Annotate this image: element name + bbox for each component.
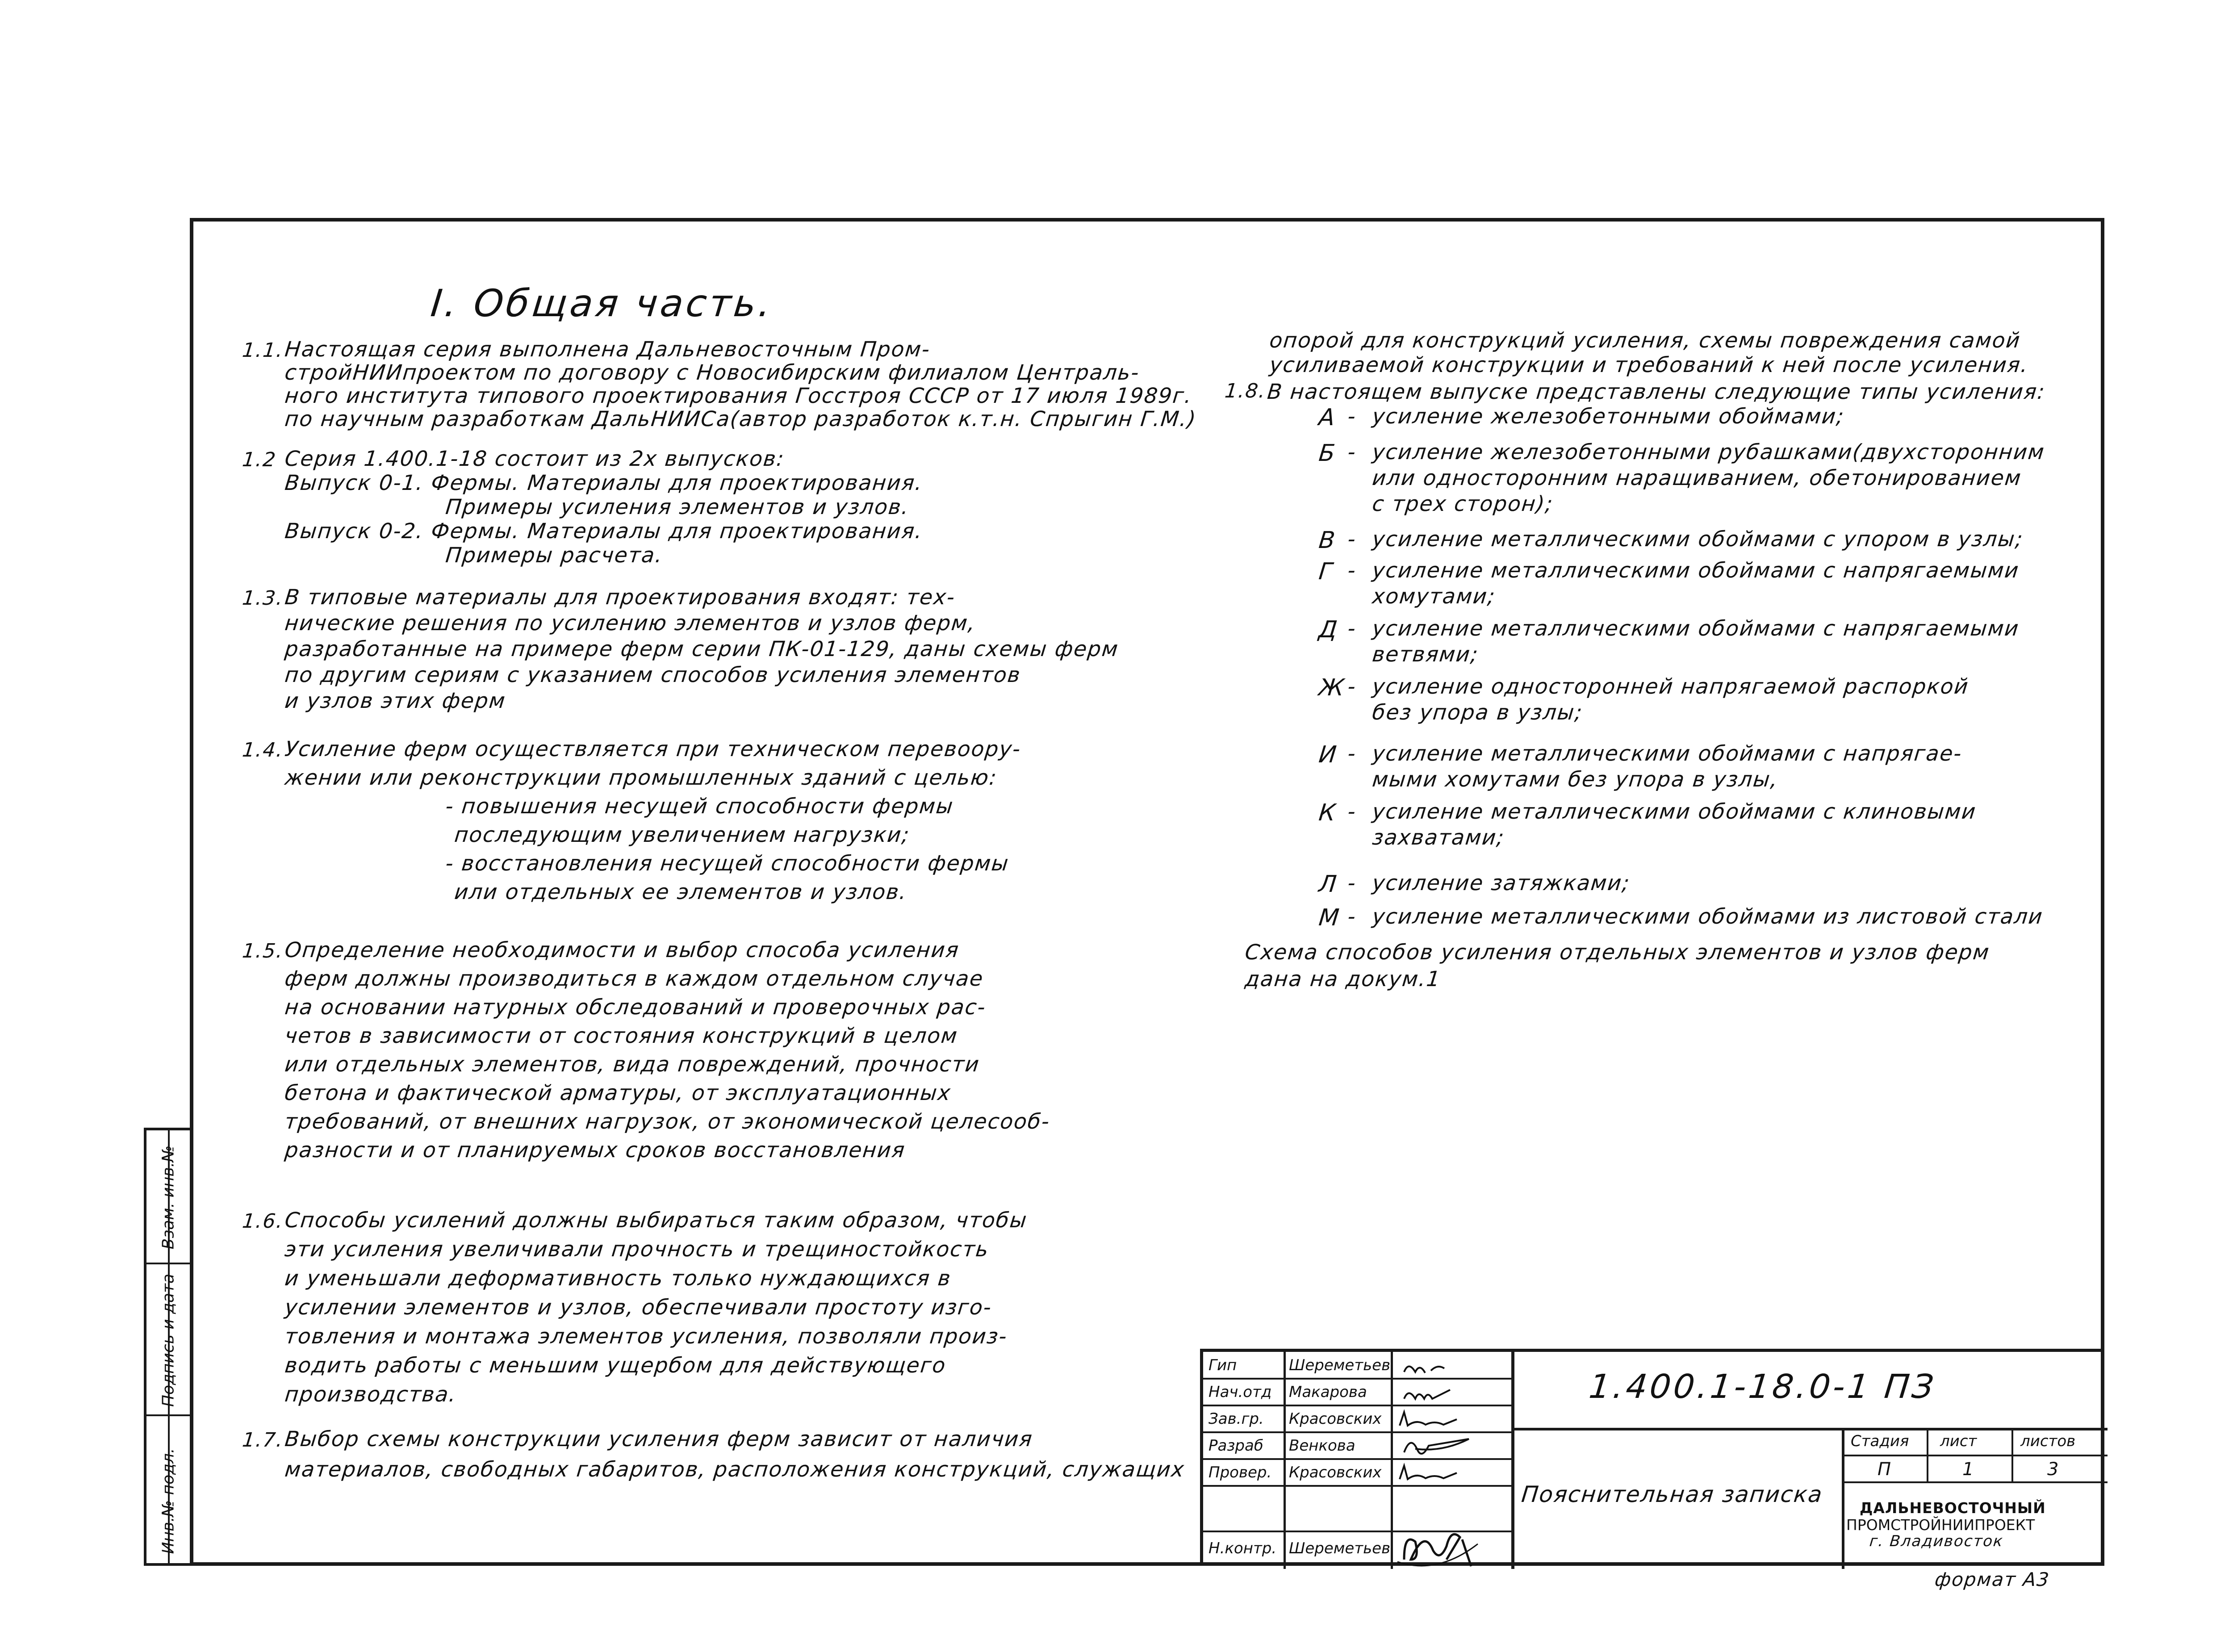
reinforcement-type-letter: М xyxy=(1317,904,1342,931)
signature-scribbles xyxy=(1395,1352,1507,1569)
clause-number: 1.3. xyxy=(241,587,285,610)
role-label: Разраб xyxy=(1208,1437,1263,1455)
stage-value: П xyxy=(1878,1459,1891,1480)
role-label: Н.контр. xyxy=(1208,1539,1277,1557)
reinforcement-type-text: усиление железобетонными обоймами; xyxy=(1371,404,1846,429)
clause-text-line: и уменьшали деформативность только нуждающихся в xyxy=(284,1266,953,1291)
reinforcement-type-letter: Ж xyxy=(1317,674,1346,701)
format-label: формат А3 xyxy=(1934,1568,2051,1590)
list-dash: - xyxy=(1346,404,1358,429)
clause-text-line: Выпуск 0-2. Фермы. Материалы для проектирования. xyxy=(284,519,924,544)
clause-number: 1.5. xyxy=(241,940,285,962)
reinforcement-type-text: с трех сторон); xyxy=(1371,492,1555,516)
page-title: I. Общая часть. xyxy=(429,281,776,325)
clause-number: 1.8. xyxy=(1224,380,1267,402)
role-label: Гип xyxy=(1208,1356,1237,1374)
clause-text-line: разработанные на примере ферм серии ПК-01-129, даны схемы ферм xyxy=(284,637,1120,661)
clause-text-line: ферм должны производиться в каждом отдельном случае xyxy=(284,966,985,991)
person-name: Шереметьев xyxy=(1289,1356,1391,1374)
list-dash: - xyxy=(1346,527,1358,552)
clause-text-line: или отдельных элементов, вида повреждений, прочности xyxy=(284,1052,981,1077)
clause-text-line: Примеры усиления элементов и узлов. xyxy=(444,495,911,519)
clause-text-line: В типовые материалы для проектирования входят: тех- xyxy=(284,585,957,610)
sheet-header: лист xyxy=(1940,1432,1977,1450)
clause-number: 1.1. xyxy=(241,339,285,362)
clause-text-line: водить работы с меньшим ущербом для действующего xyxy=(284,1353,948,1378)
reinforcement-type-letter: Д xyxy=(1317,616,1339,643)
stage-header: Стадия xyxy=(1851,1432,1909,1450)
list-dash: - xyxy=(1346,558,1358,583)
reinforcement-type-text: усиление железобетонными рубашками(двухсторонним xyxy=(1371,440,2046,464)
clause-text-line: производства. xyxy=(284,1382,458,1407)
clause-text-line: четов в зависимости от состояния конструкций в целом xyxy=(284,1024,959,1048)
clause-text-line: материалов, свободных габаритов, расположения конструкций, служащих xyxy=(284,1457,1186,1482)
reinforcement-type-letter: И xyxy=(1317,741,1339,768)
org-line-3: г. Владивосток xyxy=(1869,1532,2004,1550)
sheets-value: 3 xyxy=(2047,1459,2059,1480)
clause-text-line: последующим увеличением нагрузки; xyxy=(453,823,912,847)
clause-number: 1.2 xyxy=(241,448,278,471)
closing-line: Схема способов усиления отдельных элементов и узлов ферм xyxy=(1244,940,1991,965)
continuation-line: опорой для конструкций усиления, схемы повреждения самой xyxy=(1268,328,2022,353)
clause-text-line: разности и от планируемых сроков восстановления xyxy=(284,1138,907,1163)
clause-text-line: и узлов этих ферм xyxy=(284,689,507,713)
clause-text-line: - восстановления несущей способности фермы xyxy=(444,851,1011,876)
reinforcement-type-letter: А xyxy=(1317,404,1337,431)
clause-text-line: бетона и фактической арматуры, от эксплуатационных xyxy=(284,1081,953,1105)
reinforcement-type-letter: Г xyxy=(1317,558,1334,585)
list-dash: - xyxy=(1346,674,1358,699)
org-line-1: ДАЛЬНЕВОСТОЧНЫЙ xyxy=(1860,1499,2046,1517)
clause-text-line: В настоящем выпуске представлены следующие типы усиления: xyxy=(1266,380,2047,404)
document-code: 1.400.1-18.0-1 ПЗ xyxy=(1587,1368,1938,1406)
person-name: Красовских xyxy=(1289,1464,1382,1481)
closing-line: дана на докум.1 xyxy=(1244,967,1442,991)
clause-text-line: Серия 1.400.1-18 состоит из 2х выпусков: xyxy=(284,447,786,471)
reinforcement-type-text: усиление металлическими обоймами с упором в узлы; xyxy=(1371,527,2025,552)
reinforcement-type-letter: В xyxy=(1317,527,1337,554)
reinforcement-type-letter: Л xyxy=(1317,871,1339,898)
list-dash: - xyxy=(1346,904,1358,929)
document-title: Пояснительная записка xyxy=(1520,1481,1824,1507)
reinforcement-type-text: хомутами; xyxy=(1371,584,1497,609)
reinforcement-type-text: мыми хомутами без упора в узлы, xyxy=(1371,767,1780,792)
reinforcement-type-text: усиление металлическими обоймами с напрягае- xyxy=(1371,741,1964,766)
reinforcement-type-text: без упора в узлы; xyxy=(1371,700,1584,725)
person-name: Венкова xyxy=(1289,1437,1355,1455)
clause-text-line: ного института типового проектирования Госстроя СССР от 17 июля 1989г. xyxy=(284,384,1194,408)
clause-text-line: Примеры расчета. xyxy=(444,543,665,568)
reinforcement-type-letter: Б xyxy=(1317,440,1337,467)
clause-text-line: Определение необходимости и выбор способа усиления xyxy=(284,938,961,962)
clause-number: 1.4. xyxy=(241,739,285,761)
clause-text-line: жении или реконструкции промышленных зданий с целью: xyxy=(284,765,999,790)
clause-text-line: эти усиления увеличивали прочность и трещиностойкость xyxy=(284,1237,991,1262)
list-dash: - xyxy=(1346,799,1358,824)
sheets-header: листов xyxy=(2020,1432,2076,1450)
clause-text-line: Усиление ферм осуществляется при техническом перевоору- xyxy=(284,737,1023,761)
clause-text-line: - повышения несущей способности фермы xyxy=(444,794,955,819)
clause-text-line: или отдельных ее элементов и узлов. xyxy=(453,880,908,904)
replacement-inventory-label: Взам. инв.№ xyxy=(159,1145,177,1250)
reinforcement-type-letter: К xyxy=(1317,799,1338,826)
title-block xyxy=(1200,1349,2104,1566)
reinforcement-type-text: или односторонним наращиванием, обетонированием xyxy=(1371,466,2023,490)
continuation-line: усиливаемой конструкции и требований к ней после усиления. xyxy=(1268,353,2030,377)
signature-date-label: Подпись и дата xyxy=(159,1273,177,1407)
clause-text-line: Способы усилений должны выбираться таким образом, чтобы xyxy=(284,1208,1029,1233)
person-name: Красовских xyxy=(1289,1410,1382,1428)
clause-text-line: Выбор схемы конструкции усиления ферм зависит от наличия xyxy=(284,1427,1034,1451)
clause-text-line: товления и монтажа элементов усиления, позволяли произ- xyxy=(284,1324,1009,1349)
clause-text-line: стройНИИпроектом по договору с Новосибирским филиалом Централь- xyxy=(284,360,1141,385)
clause-text-line: нические решения по усилению элементов и узлов ферм, xyxy=(284,611,977,636)
org-line-2: ПРОМСТРОЙНИИПРОЕКТ xyxy=(1846,1516,2035,1534)
reinforcement-type-text: усиление металлическими обоймами из листовой стали xyxy=(1371,904,2045,929)
clause-number: 1.6. xyxy=(241,1210,285,1233)
list-dash: - xyxy=(1346,871,1358,895)
sheet-value: 1 xyxy=(1962,1459,1974,1480)
clause-text-line: усилении элементов и узлов, обеспечивали простоту изго- xyxy=(284,1295,993,1320)
clause-number: 1.7. xyxy=(241,1429,285,1451)
role-label: Провер. xyxy=(1208,1464,1272,1481)
reinforcement-type-text: усиление металлическими обоймами с напрягаемыми xyxy=(1371,616,2021,641)
list-dash: - xyxy=(1346,440,1358,464)
clause-text-line: по другим сериям с указанием способов усиления элементов xyxy=(284,663,1022,687)
clause-text-line: по научным разработкам ДальНИИСа(автор разработок к.т.н. Спрыгин Г.М.) xyxy=(284,407,1198,431)
person-name: Макарова xyxy=(1289,1383,1367,1401)
side-stamp-strip xyxy=(144,1128,190,1566)
list-dash: - xyxy=(1346,741,1358,766)
list-dash: - xyxy=(1346,616,1358,641)
clause-text-line: требований, от внешних нагрузок, от экономической целесооб- xyxy=(284,1109,1052,1134)
reinforcement-type-text: усиление металлическими обоймами с клиновыми xyxy=(1371,799,1978,824)
clause-text-line: Выпуск 0-1. Фермы. Материалы для проектирования. xyxy=(284,471,924,495)
person-name: Шереметьев xyxy=(1289,1539,1391,1557)
reinforcement-type-text: ветвями; xyxy=(1371,642,1480,667)
reinforcement-type-text: усиление металлическими обоймами с напрягаемыми xyxy=(1371,558,2021,583)
clause-text-line: на основании натурных обследований и проверочных рас- xyxy=(284,995,987,1020)
reinforcement-type-text: захватами; xyxy=(1371,825,1506,850)
reinforcement-type-text: усиление односторонней напрягаемой распоркой xyxy=(1371,674,1970,699)
inventory-number-label: Инв.№ подл. xyxy=(159,1448,177,1554)
clause-text-line: Настоящая серия выполнена Дальневосточным Пром- xyxy=(284,337,932,362)
reinforcement-type-text: усиление затяжками; xyxy=(1371,871,1631,895)
role-label: Нач.отд xyxy=(1208,1383,1272,1401)
role-label: Зав.гр. xyxy=(1208,1410,1264,1428)
